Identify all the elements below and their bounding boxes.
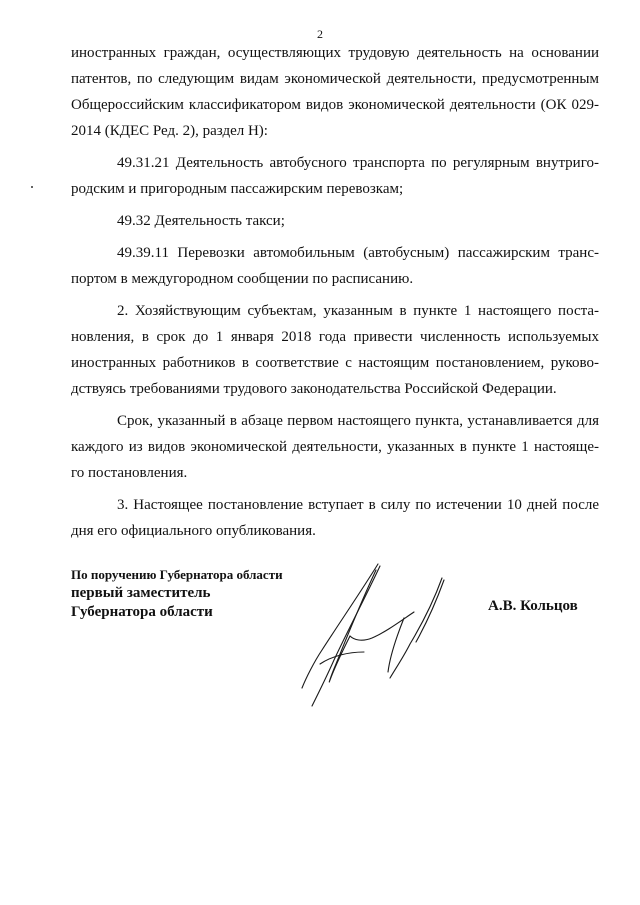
body-line: новления, в срок до 1 января 2018 года привести численность используемых [71, 329, 599, 345]
paragraph-item-2 [71, 298, 599, 402]
body-line: 3. Настоящее постановление вступает в силу по истечении 10 дней после [117, 497, 599, 513]
body-line: Общероссийским классификатором видов экономической деятельности (ОК 029- [71, 97, 599, 113]
paragraph-code-49-32 [71, 208, 599, 234]
signature-authority-line: По поручению Губернатора области [71, 567, 283, 582]
signature-block [71, 566, 283, 622]
margin-dot-mark [31, 186, 33, 188]
paragraph-code-49-31-21 [71, 150, 599, 202]
paragraph-code-49-39-11 [71, 240, 599, 292]
body-line: портом в междугородном сообщении по расписанию. [71, 271, 414, 287]
body-line: иностранных граждан, осуществляющих трудовую деятельность на основании [71, 45, 599, 61]
body-line: родским и пригородным пассажирским перевозкам; [71, 181, 404, 197]
body-line: 49.32 Деятельность такси; [117, 213, 285, 229]
body-line: дня его официального опубликования. [71, 523, 316, 539]
document-body [71, 40, 599, 550]
signature-title-line: первый заместитель [71, 585, 211, 601]
signature-title-line: Губернатора области [71, 604, 213, 620]
body-line: 2014 (КДЕС Ред. 2), раздел Н): [71, 123, 268, 139]
body-line: дствуясь требованиями трудового законодательства Российской Федерации. [71, 381, 557, 397]
page-number: 2 [317, 27, 323, 41]
body-line: патентов, по следующим видам экономической деятельности, предусмотренным [71, 71, 599, 87]
paragraph-item-3 [71, 492, 599, 544]
signer-name: А.В. Кольцов [488, 598, 578, 614]
body-line: Срок, указанный в абзаце первом настоящего пункта, устанавливается для [117, 413, 599, 429]
paragraph-deadline [71, 408, 599, 486]
body-line: го постановления. [71, 465, 188, 481]
body-line: 2. Хозяйствующим субъектам, указанным в пункте 1 настоящего поста- [117, 303, 599, 319]
body-line: каждого из видов экономической деятельности, указанных в пункте 1 настояще- [71, 439, 599, 455]
body-line: 49.31.21 Деятельность автобусного транспорта по регулярным внутриго- [117, 155, 599, 171]
paragraph-activity-intro [71, 40, 599, 144]
handwritten-signature-icon [292, 560, 462, 710]
body-line: иностранных работников в соответствие с настоящим постановлением, руково- [71, 355, 599, 371]
body-line: 49.39.11 Перевозки автомобильным (автобусным) пассажирским транс- [117, 245, 599, 261]
